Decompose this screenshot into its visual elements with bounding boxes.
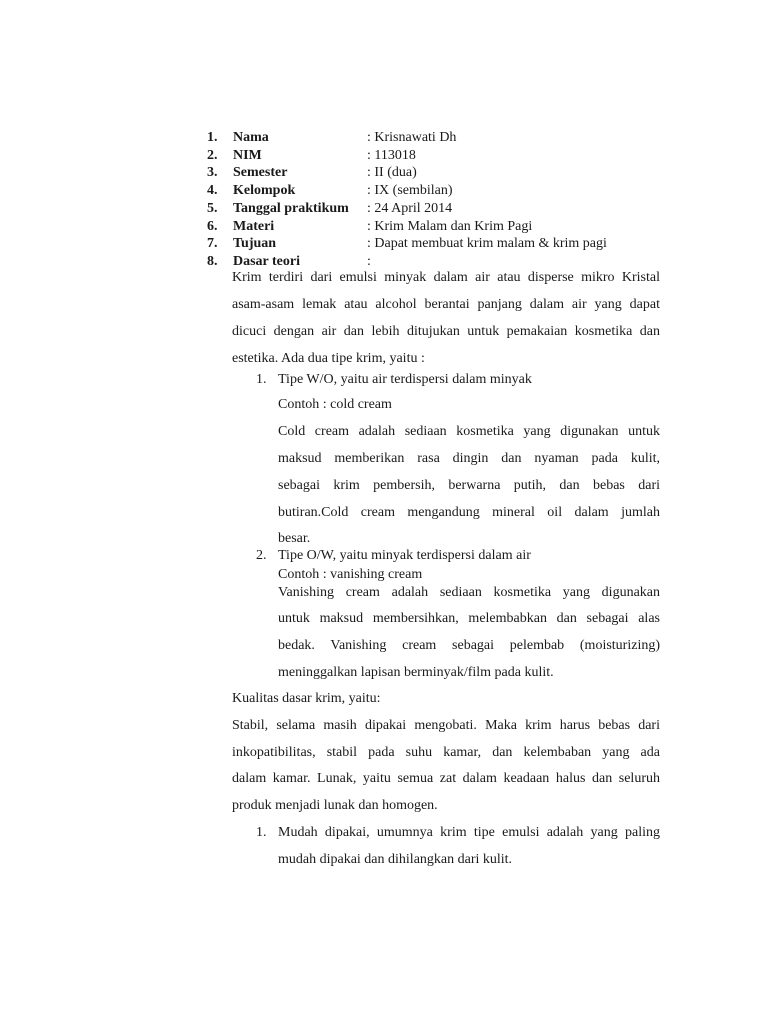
header-item-semester [0, 164, 768, 182]
header-label: Nama [233, 130, 269, 145]
kualitas-line: Stabil, selama masih dipakai mengobati. Maka krim harus bebas dari [232, 718, 660, 733]
type2-line: Vanishing cream adalah sediaan kosmetika yang digunakan [278, 585, 660, 600]
header-label: Materi [233, 219, 275, 234]
header-label: Kelompok [233, 183, 296, 198]
header-number: 8. [207, 254, 218, 269]
header-item-tujuan [0, 235, 768, 253]
kualitas-line: dalam kamar. Lunak, yaitu semua zat dalam keadaan halus dan seluruh [232, 771, 660, 786]
type1-last-line: besar. [278, 531, 311, 546]
header-value: : [367, 254, 371, 269]
header-number: 2. [207, 148, 218, 163]
type1-example: Contoh : cold cream [278, 397, 392, 412]
header-number: 4. [207, 183, 218, 198]
type2-last-line: meninggalkan lapisan berminyak/film pada kulit. [278, 665, 554, 680]
type2-title: Tipe O/W, yaitu minyak terdispersi dalam air [278, 548, 531, 563]
type2-example: Contoh : vanishing cream [278, 567, 423, 582]
header-value: : 113018 [367, 148, 416, 163]
point1-line: Mudah dipakai, umumnya krim tipe emulsi adalah yang paling [278, 825, 660, 840]
header-item-tanggal [0, 200, 768, 218]
header-number: 3. [207, 165, 218, 180]
intro-line: asam-asam lemak atau alcohol berantai panjang dalam air yang dapat [232, 297, 660, 312]
intro-line: Krim terdiri dari emulsi minyak dalam air atau disperse mikro Kristal [232, 270, 660, 285]
header-number: 5. [207, 201, 218, 216]
header-label: Dasar teori [233, 254, 300, 269]
header-item-nama [0, 129, 768, 147]
list-number: 2. [256, 548, 267, 563]
header-label: Tujuan [233, 236, 277, 251]
type1-line: maksud memberikan rasa dingin dan nyaman pada kulit, [278, 451, 660, 466]
list-number: 1. [256, 825, 267, 840]
type2-line: bedak. Vanishing cream sebagai pelembab (moisturizing) [278, 638, 660, 653]
type2-line: untuk maksud membersihkan, melembabkan dan sebagai alas [278, 611, 660, 626]
point1-last-line: mudah dipakai dan dihilangkan dari kulit. [278, 852, 513, 867]
header-value: : II (dua) [367, 165, 417, 180]
kualitas-heading: Kualitas dasar krim, yaitu: [232, 691, 381, 706]
kualitas-last-line: produk menjadi lunak dan homogen. [232, 798, 438, 813]
header-item-materi [0, 218, 768, 236]
header-item-dasar-teori [0, 253, 768, 271]
type1-line: butiran.Cold cream mengandung mineral oil dalam jumlah [278, 505, 660, 520]
header-value: : Krim Malam dan Krim Pagi [367, 219, 533, 234]
header-item-nim [0, 147, 768, 165]
list-number: 1. [256, 372, 267, 387]
header-number: 6. [207, 219, 218, 234]
kualitas-line: inkopatibilitas, stabil pada suhu kamar, dan kelembaban yang ada [232, 745, 660, 760]
header-item-kelompok [0, 182, 768, 200]
type1-line: Cold cream adalah sediaan kosmetika yang digunakan untuk [278, 424, 660, 439]
header-value: : Krisnawati Dh [367, 130, 457, 145]
header-number: 1. [207, 130, 218, 145]
header-value: : Dapat membuat krim malam & krim pagi [367, 236, 607, 251]
header-label: NIM [233, 148, 262, 163]
intro-line: dicuci dengan air dan lebih ditujukan untuk pemakaian kosmetika dan [232, 324, 660, 339]
header-label: Semester [233, 165, 288, 180]
type1-title: Tipe W/O, yaitu air terdispersi dalam minyak [278, 372, 532, 387]
header-label: Tanggal praktikum [233, 201, 349, 216]
type1-line: sebagai krim pembersih, berwarna putih, dan bebas dari [278, 478, 660, 493]
intro-last-line: estetika. Ada dua tipe krim, yaitu : [232, 351, 425, 366]
header-number: 7. [207, 236, 218, 251]
header-value: : 24 April 2014 [367, 201, 453, 216]
header-value: : IX (sembilan) [367, 183, 453, 198]
